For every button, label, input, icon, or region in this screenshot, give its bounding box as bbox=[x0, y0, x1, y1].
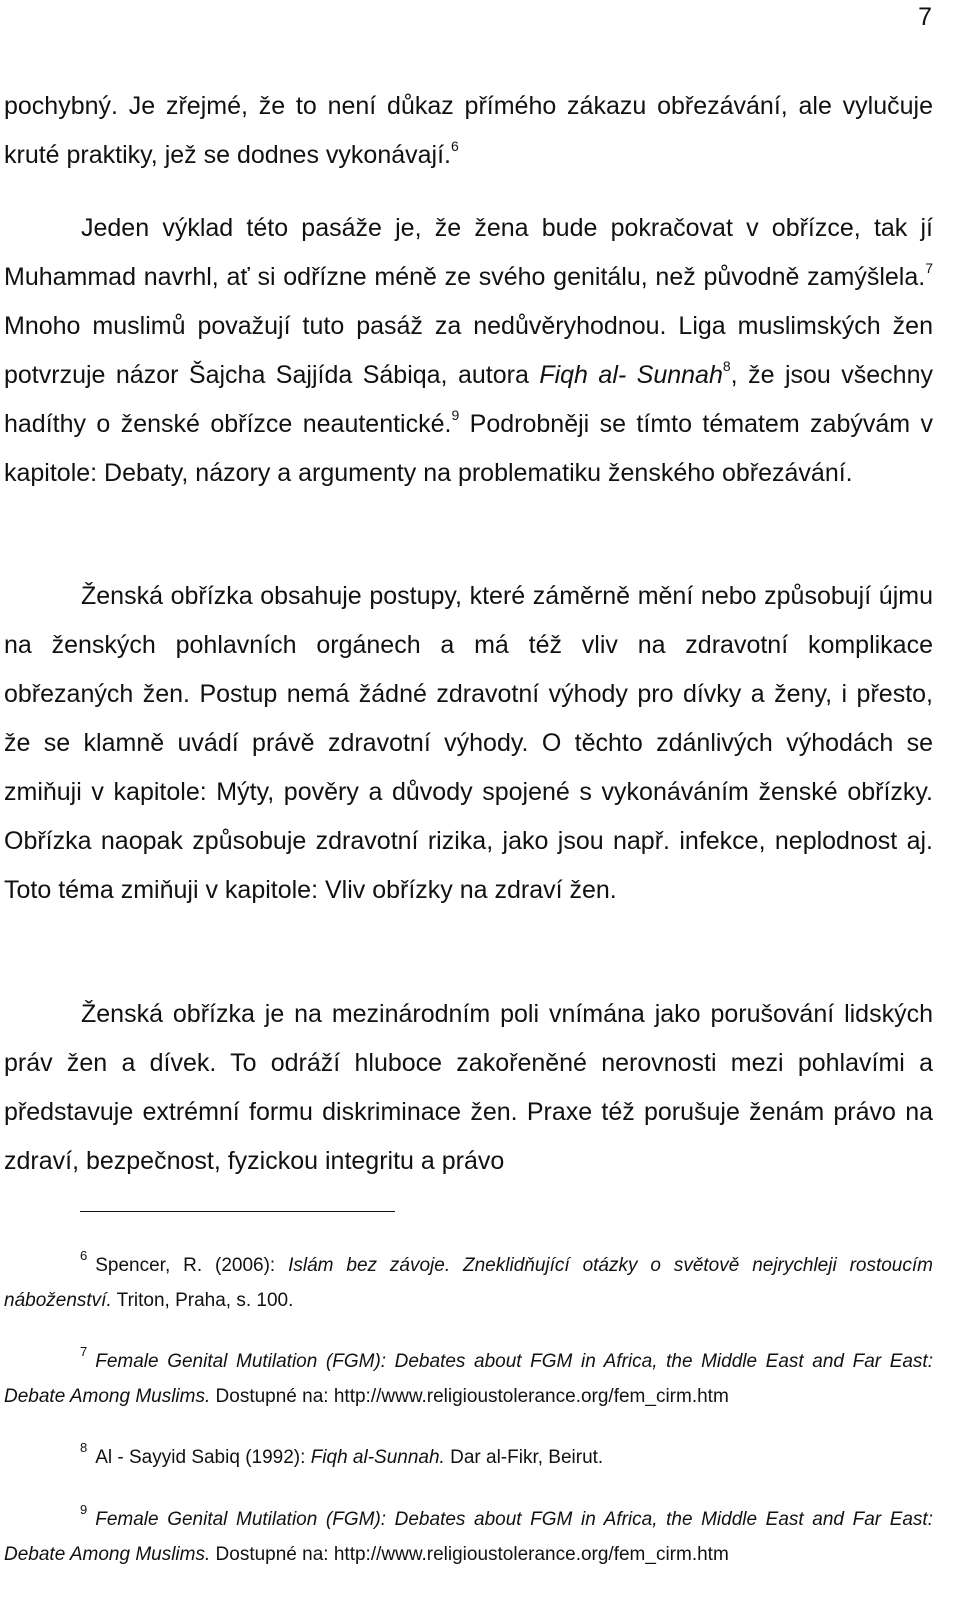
footnote-9-title: Female Genital Mutilation (FGM): Debates about FGM in Africa, the Middle East and Far East: Debate Among Muslims. bbox=[4, 1509, 933, 1565]
paragraph-2-part-1: Jeden výklad této pasáže je, že žena bude pokračovat v obřízce, tak jí Muhammad navrhl, ať si odřízne méně ze svého genitálu, než původně zamýšlela. bbox=[4, 214, 933, 291]
footnote-ref-9: 9 bbox=[451, 407, 460, 423]
page-number: 7 bbox=[918, 3, 932, 31]
footnote-6-publisher: Triton, Praha, s. 100. bbox=[111, 1290, 294, 1311]
footnote-7-title: Female Genital Mutilation (FGM): Debates about FGM in Africa, the Middle East and Far East: Debate Among Muslims. bbox=[4, 1351, 933, 1407]
footnote-8-number: 8 bbox=[80, 1440, 88, 1455]
footnote-7-number: 7 bbox=[80, 1344, 88, 1359]
footnote-9-number: 9 bbox=[80, 1502, 88, 1517]
footnote-9-source: Dostupné na: http://www.religioustolerance.org/fem_cirm.htm bbox=[210, 1544, 729, 1565]
footnote-separator bbox=[80, 1211, 395, 1212]
footnote-7 bbox=[4, 1344, 933, 1414]
footnote-6-title: Islám bez závoje. Zneklidňující otázky o světově nejrychleji rostoucím náboženství. bbox=[4, 1255, 933, 1311]
footnote-ref-6: 6 bbox=[450, 138, 459, 154]
footnote-8-author: Al - Sayyid Sabiq (1992): bbox=[95, 1447, 311, 1468]
paragraph-2-part-4: Podrobněji se tímto tématem zabývám v kapitole: Debaty, názory a argumenty na problematiku ženského obřezávání. bbox=[4, 410, 934, 487]
paragraph-2 bbox=[4, 204, 933, 498]
paragraph-3: Ženská obřízka obsahuje postupy, které záměrně mění nebo způsobují újmu na ženských pohlavních orgánech a má též vliv na zdravotní komplikace obřezaných žen. Postup nemá žádné zdravotní výhody pro dívky a ženy, i přesto, že se klamně uvádí právě zdravotní výhody. O těchto zdánlivých výhodách se zmiňuji v kapitole: Mýty, pověry a důvody spojené s vykonáváním ženské obřízky. Obřízka naopak způsobuje zdravotní rizika, jako jsou např. infekce, neplodnost aj. Toto téma zmiňuji v kapitole: Vliv obřízky na zdraví žen. bbox=[4, 582, 933, 904]
footnote-8-title: Fiqh al-Sunnah. bbox=[310, 1447, 445, 1468]
footnote-8-publisher: Dar al-Fikr, Beirut. bbox=[444, 1447, 604, 1468]
footnote-ref-8: 8 bbox=[722, 358, 731, 374]
paragraph-2-part-3: , že jsou všechny hadíthy o ženské obřízce neautentické. bbox=[4, 361, 933, 438]
footnote-6 bbox=[4, 1248, 933, 1318]
book-title-fiqh: Fiqh al- Sunnah bbox=[539, 361, 723, 389]
paragraph-1 bbox=[4, 82, 933, 180]
footnote-6-author: Spencer, R. (2006): bbox=[95, 1255, 289, 1276]
paragraph-4: Ženská obřízka je na mezinárodním poli vnímána jako porušování lidských práv žen a dívek. To odráží hluboce zakořeněné nerovnosti mezi pohlavími a představuje extrémní formu diskriminace žen. Praxe též porušuje ženám právo na zdraví, bezpečnost, fyzickou integritu a právo bbox=[4, 1000, 933, 1175]
footnote-9 bbox=[4, 1502, 933, 1572]
footnote-6-number: 6 bbox=[80, 1248, 88, 1263]
paragraph-1-text: pochybný. Je zřejmé, že to není důkaz přímého zákazu obřezávání, ale vylučuje kruté praktiky, jež se dodnes vykonávají. bbox=[4, 92, 933, 169]
footnote-8 bbox=[4, 1440, 933, 1475]
paragraph-2-part-2: Mnoho muslimů považují tuto pasáž za nedůvěryhodnou. Liga muslimských žen potvrzuje názor Šajcha Sajjída Sábiqa, autora bbox=[4, 312, 933, 389]
footnote-ref-7: 7 bbox=[925, 260, 933, 276]
footnote-7-source: Dostupné na: http://www.religioustolerance.org/fem_cirm.htm bbox=[210, 1386, 729, 1407]
